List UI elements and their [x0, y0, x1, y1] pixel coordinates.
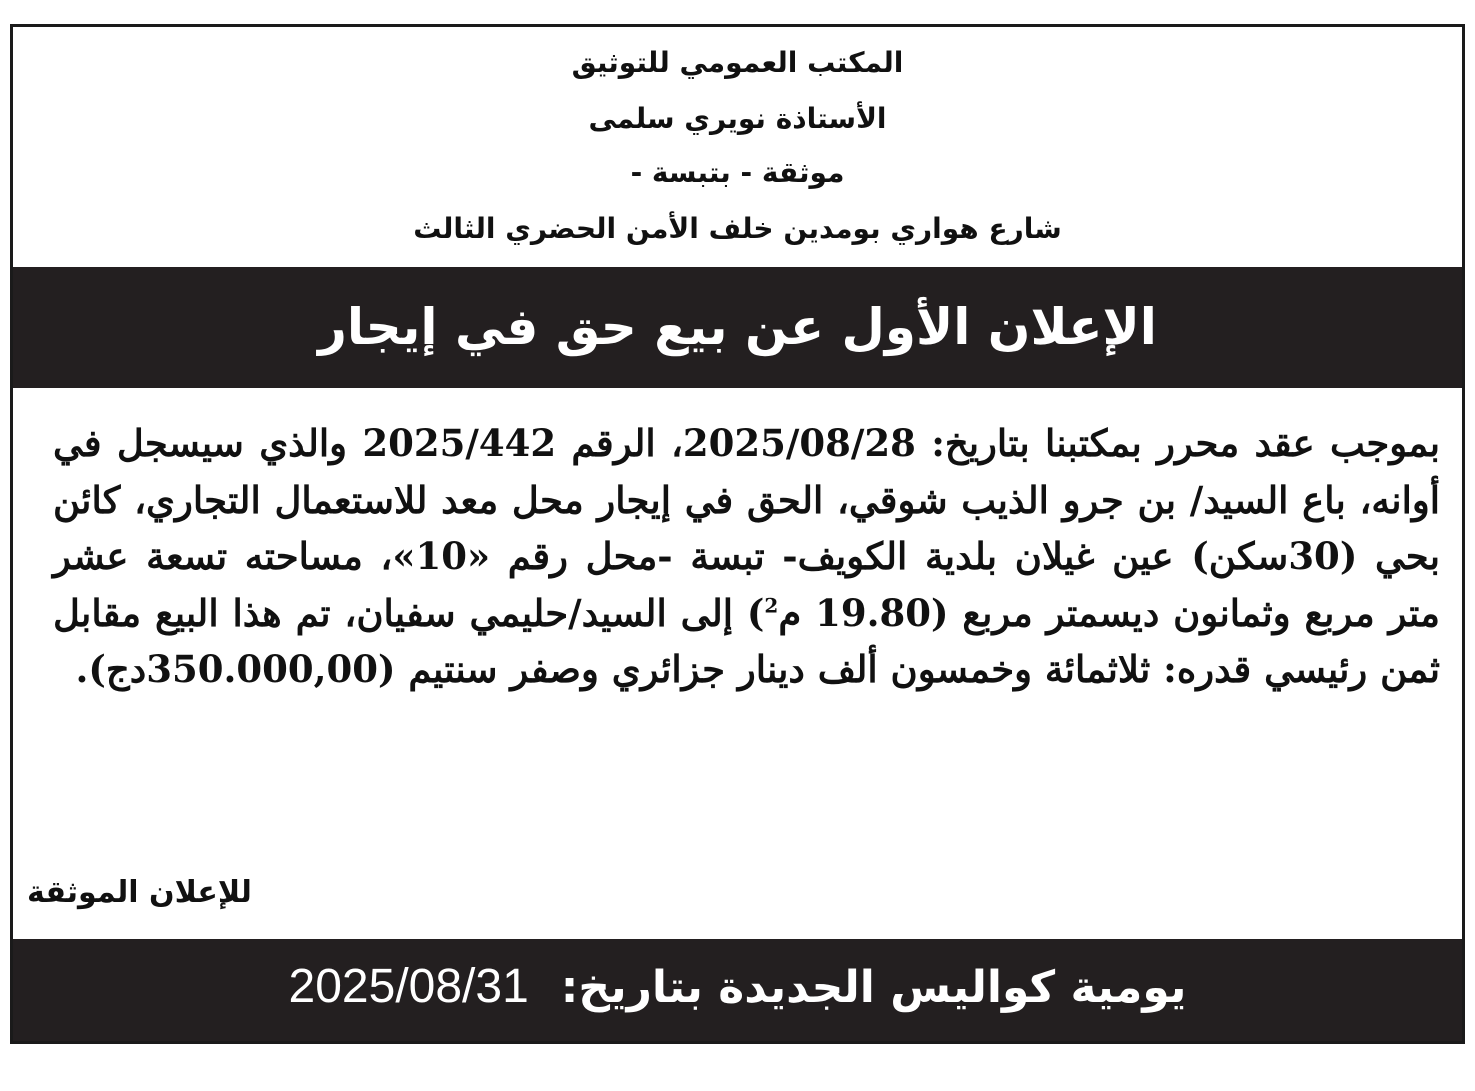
- publication-line: [13, 957, 1462, 1018]
- notary-name: الأستاذة نويري سلمى: [588, 102, 887, 135]
- notary-location: موثقة - بتبسة -: [630, 156, 845, 189]
- title-bar: [13, 267, 1462, 388]
- signature: للإعلان الموثقة: [27, 875, 252, 910]
- publication-label: يومية كواليس الجديدة بتاريخ:: [560, 962, 1187, 1013]
- publication-date: 2025/08/31: [288, 960, 529, 1013]
- announcement-title: الإعلان الأول عن بيع حق في إيجار: [318, 298, 1157, 356]
- body-text-part-1: بموجب عقد محرر بمكتبنا بتاريخ: 2025/08/28، الرقم 2025/442 والذي سيسجل في أوانه، باع السيد/ بن جرو الذيب شوقي، الحق في إيجار محل معد للاستعمال التجاري، كائن بحي (30سكن) عين غيلان بلدية الكويف- تبسة -محل رقم «10»، مساحته تسعة عشر متر مربع وثمانون ديسمتر مربع (19.80 م: [53, 421, 1440, 635]
- notary-address: شارع هواري بومدين خلف الأمن الحضري الثالث: [413, 212, 1062, 245]
- announcement-body: [53, 415, 1440, 698]
- notary-header: [13, 27, 1462, 267]
- area-unit-superscript: 2: [764, 593, 779, 618]
- announcement-frame: [10, 24, 1465, 1044]
- body-text-part-2: ) إلى السيد/حليمي سفيان، تم هذا البيع مقابل ثمن رئيسي قدره: ثلاثمائة وخمسون ألف دينار جزائري وصفر سنتيم (350.000,00دج).: [53, 590, 1440, 691]
- office-name: المكتب العمومي للتوثيق: [571, 46, 904, 79]
- footer-bar: [13, 939, 1462, 1041]
